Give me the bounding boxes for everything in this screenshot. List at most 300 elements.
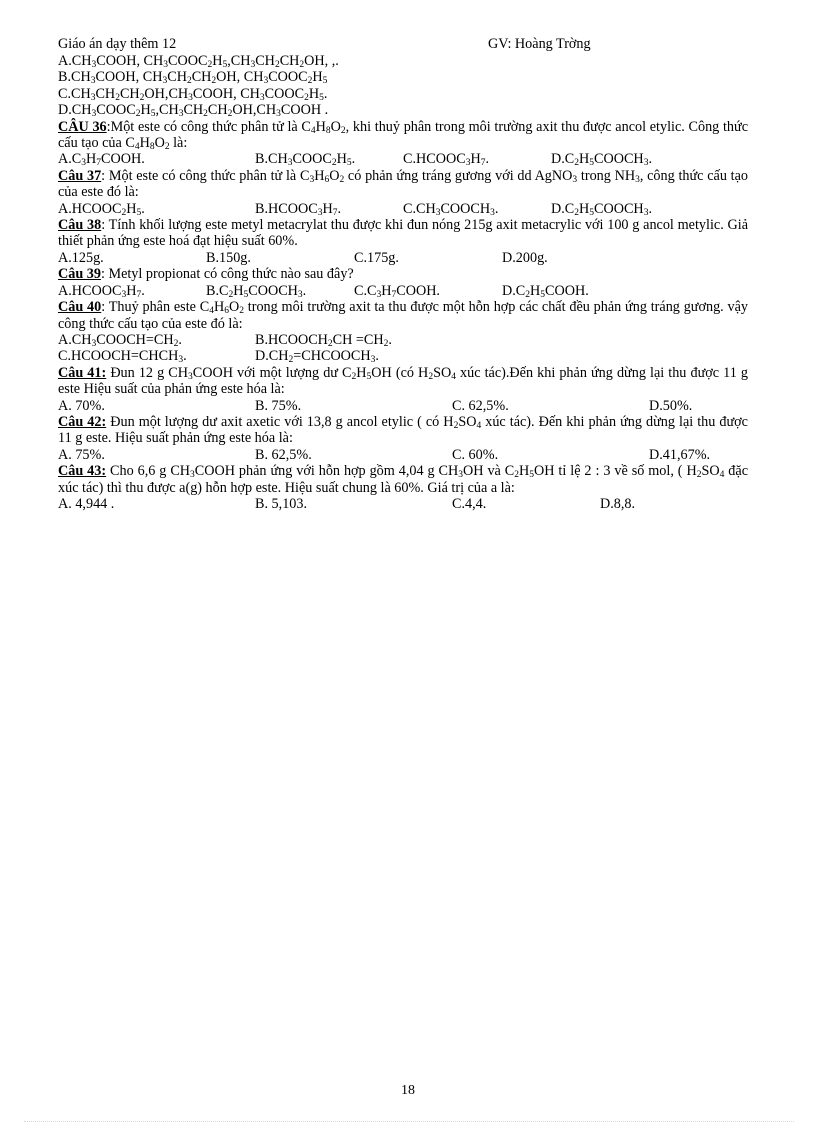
answer-option <box>58 348 255 364</box>
text-segment: H <box>336 151 347 168</box>
subscript: 2 <box>139 92 145 103</box>
text-segment: trong môi trường axit ta thu được một hỗn hợp các chất đều phản ứng tráng gương. vậy công thức cấu tạo của este đó là: <box>58 299 749 332</box>
subscript: 3 <box>162 76 168 87</box>
text-segment: OH, CH <box>216 69 264 86</box>
question-text <box>58 266 748 282</box>
answer-option <box>58 283 206 299</box>
text-segment: O <box>228 299 240 316</box>
text-segment: O <box>330 118 341 135</box>
text-segment: COOC <box>168 53 208 69</box>
answer-options <box>58 151 748 167</box>
subscript: 2 <box>428 371 434 382</box>
subscript: 5 <box>346 158 352 169</box>
text-segment: CH <box>255 53 275 69</box>
question-text <box>58 168 748 201</box>
answer-option <box>255 332 505 348</box>
text-segment: . <box>494 200 499 217</box>
subscript: 2 <box>307 76 313 87</box>
text-segment: . <box>351 151 356 168</box>
text-segment: . <box>648 151 652 168</box>
subscript: 2 <box>299 60 305 70</box>
text-segment: . <box>323 85 328 102</box>
text-segment: D.41,67%. <box>649 446 711 463</box>
subscript: 4 <box>451 371 456 382</box>
subscript: 5 <box>366 371 372 382</box>
subscript: 2 <box>164 142 170 153</box>
question-text <box>58 463 748 496</box>
text-segment: COOH, CH <box>95 69 163 86</box>
text-segment: SO <box>701 463 720 480</box>
question <box>58 365 748 414</box>
text-segment: H <box>308 85 320 102</box>
text-segment: H <box>126 282 137 299</box>
answer-option <box>354 250 502 266</box>
subscript: 2 <box>574 158 580 169</box>
text-segment: . <box>183 348 187 365</box>
text-segment: COOCH <box>440 200 491 217</box>
text-segment: D.200g. <box>502 249 548 266</box>
subscript: 5 <box>589 158 595 169</box>
subscript: 4 <box>476 420 482 431</box>
text-segment: C.4,4. <box>452 495 487 512</box>
answer-option <box>649 447 739 463</box>
subscript: 2 <box>227 109 233 120</box>
text-segment: A.HCOOC <box>58 200 122 217</box>
question-text <box>58 299 748 332</box>
subscript: 2 <box>121 207 127 218</box>
subscript: 3 <box>188 92 193 103</box>
text-segment: CH <box>167 69 187 86</box>
text-segment: . <box>178 331 182 348</box>
question-number: Câu 42: <box>58 413 107 430</box>
previous-question-options <box>58 53 748 119</box>
subscript: 5 <box>222 60 228 70</box>
question-number: Câu 39 <box>58 266 101 283</box>
text-segment: CH <box>119 85 140 102</box>
subscript: 2 <box>339 174 345 185</box>
subscript: 3 <box>317 207 323 218</box>
text-segment: Cho 6,6 g CH <box>106 463 191 480</box>
subscript: 2 <box>173 338 179 349</box>
question-number: Câu 40 <box>58 299 102 316</box>
subscript: 2 <box>186 76 192 87</box>
text-segment: ,CH <box>227 53 251 69</box>
header-left: Giáo án dạy thêm 12 <box>58 36 177 52</box>
answer-option <box>452 447 649 463</box>
answer-option <box>58 398 255 414</box>
answer-option <box>206 283 354 299</box>
text-segment: xúc tác).Đến khi phản ứng dừng lại thu được 11 g este Hiệu suất của phản ứng este hóa là: <box>58 364 748 398</box>
text-segment: , công thức cấu tạo của este đó là: <box>58 167 748 201</box>
subscript: 3 <box>263 76 269 87</box>
question <box>58 299 748 365</box>
text-segment: . <box>485 151 489 168</box>
question-list <box>58 119 748 513</box>
answer-options <box>58 283 748 299</box>
answer-option <box>403 201 551 217</box>
subscript: 2 <box>514 470 519 481</box>
text-segment: B.C <box>206 282 229 299</box>
text-segment: COOH. <box>396 282 440 299</box>
text-segment: B.CH <box>58 69 91 86</box>
subscript: 2 <box>351 371 357 382</box>
option-line <box>58 69 748 85</box>
answer-option <box>255 496 452 512</box>
subscript: 3 <box>465 158 471 169</box>
text-segment: C. 60%. <box>452 446 499 463</box>
text-segment: C.C <box>354 282 377 299</box>
text-segment: C.HCOOC <box>403 151 466 168</box>
text-segment: A. 70%. <box>58 397 105 414</box>
text-segment: H <box>470 151 481 168</box>
subscript: 3 <box>635 174 640 185</box>
subscript: 3 <box>163 60 169 70</box>
text-segment: H <box>126 200 137 217</box>
subscript: 3 <box>259 92 265 103</box>
text-segment: SO <box>433 364 452 381</box>
subscript: 2 <box>574 207 580 218</box>
text-segment: ,CH <box>155 102 179 119</box>
subscript: 2 <box>288 355 294 366</box>
subscript: 7 <box>391 289 397 300</box>
page-header <box>58 36 748 53</box>
subscript: 3 <box>91 60 97 70</box>
subscript: 3 <box>287 158 293 169</box>
text-segment: OH, ,. <box>304 53 339 69</box>
text-segment: H <box>356 364 367 381</box>
subscript: 8 <box>149 142 155 153</box>
text-segment: COOH . <box>280 102 329 119</box>
answer-options <box>58 447 748 463</box>
text-segment: OH và C <box>463 463 515 480</box>
text-segment: H <box>233 282 244 299</box>
text-segment: D.CH <box>58 102 92 119</box>
answer-option <box>58 447 255 463</box>
text-segment: C.CH <box>403 200 436 217</box>
subscript: 3 <box>370 355 376 366</box>
subscript: 5 <box>243 289 249 300</box>
page-bottom-divider <box>24 1121 794 1122</box>
text-segment: : Tính khối lượng este metyl metacrylat thu được khi đun nóng 215g axit metacrylic với 100 g ancol metylic. Giả thiết phản ứng este hoá đạt hiệu suất 60%. <box>58 217 748 250</box>
subscript: 4 <box>134 142 140 153</box>
text-segment: : Metyl propionat có công thức nào sau đây? <box>100 266 354 283</box>
question <box>58 168 748 217</box>
answer-option <box>354 283 502 299</box>
subscript: 3 <box>178 109 184 120</box>
text-segment: Đun một lượng dư axit axetic với 13,8 g ancol etylic ( có H <box>106 413 454 430</box>
answer-option <box>58 151 255 167</box>
subscript: 7 <box>332 207 338 218</box>
text-segment: COOH phản ứng với hỗn hợp gồm 4,04 g CH <box>194 463 459 480</box>
subscript: 3 <box>297 289 303 300</box>
question <box>58 217 748 266</box>
option-line <box>58 53 748 69</box>
answer-option <box>452 496 600 512</box>
text-segment: COOH. <box>101 151 145 168</box>
answer-options <box>58 201 748 217</box>
text-segment: D.C <box>502 282 526 299</box>
text-segment: COOH, CH <box>96 53 164 69</box>
text-segment: . <box>337 200 341 217</box>
text-segment: A.HCOOC <box>58 282 122 299</box>
text-segment: COOCH <box>594 151 644 168</box>
text-segment: . <box>302 282 307 299</box>
text-segment: H <box>213 299 225 316</box>
text-segment: H <box>86 151 97 168</box>
subscript: 3 <box>187 371 193 382</box>
subscript: 3 <box>458 470 464 481</box>
question <box>58 266 748 299</box>
text-segment: , khi thuỷ phân trong môi trường axit thu được ancol etylic. Công thức cấu tạo của C <box>58 118 748 152</box>
subscript: 3 <box>81 158 87 169</box>
subscript: 5 <box>319 92 324 103</box>
subscript: 7 <box>480 158 486 169</box>
question-number: Câu 37 <box>58 167 102 184</box>
question-text <box>58 414 748 447</box>
answer-option <box>502 283 650 299</box>
subscript: 5 <box>529 470 534 481</box>
subscript: 2 <box>211 76 217 87</box>
subscript: 2 <box>327 338 333 349</box>
text-segment: C.HCOOCH=CHCH <box>58 348 179 365</box>
answer-options <box>58 332 748 348</box>
question-text <box>58 365 748 398</box>
subscript: 7 <box>96 158 102 169</box>
subscript: 5 <box>589 207 595 218</box>
text-segment: B.150g. <box>206 249 251 266</box>
subscript: 3 <box>643 207 649 218</box>
subscript: 2 <box>135 109 141 120</box>
text-segment: COOH, CH <box>192 85 260 102</box>
subscript: 3 <box>376 289 382 300</box>
subscript: 6 <box>324 174 330 185</box>
text-segment: D.C <box>551 200 575 217</box>
option-line <box>58 102 748 118</box>
answer-option <box>649 398 739 414</box>
text-segment: CH <box>191 69 212 86</box>
question-number: Câu 41: <box>58 364 107 381</box>
subscript: 8 <box>325 125 331 136</box>
text-segment: . <box>375 348 379 365</box>
text-segment: CH <box>95 85 116 102</box>
text-segment: COOCH <box>248 282 298 299</box>
answer-option <box>452 398 649 414</box>
text-segment: . <box>141 200 145 217</box>
subscript: 3 <box>490 207 495 218</box>
subscript: 4 <box>719 470 725 481</box>
text-segment: B.CH <box>255 151 288 168</box>
subscript: 2 <box>331 158 337 169</box>
answer-options <box>58 398 748 414</box>
subscript: 2 <box>228 289 234 300</box>
subscript: 5 <box>540 289 546 300</box>
answer-option <box>551 201 701 217</box>
text-segment: H <box>315 118 326 135</box>
text-segment: B. 62,5%. <box>255 446 312 463</box>
subscript: 4 <box>209 306 214 317</box>
header-right: GV: Hoàng Trờng <box>488 36 591 52</box>
subscript: 3 <box>91 109 97 120</box>
text-segment: =CHCOOCH <box>293 348 371 365</box>
option-line <box>58 86 748 102</box>
subscript: 4 <box>310 125 316 136</box>
text-segment: COOH. <box>545 282 589 299</box>
text-segment: H <box>519 463 530 480</box>
question <box>58 414 748 463</box>
question-number: Câu 43: <box>58 463 107 480</box>
subscript: 2 <box>383 338 389 349</box>
answer-option <box>206 250 354 266</box>
subscript: 5 <box>136 207 142 218</box>
answer-option <box>58 250 206 266</box>
subscript: 2 <box>696 470 702 481</box>
text-segment: B.HCOOCH <box>255 331 328 348</box>
subscript: 3 <box>572 174 578 185</box>
text-segment: COOC <box>96 102 136 119</box>
text-segment: A.125g. <box>58 249 104 266</box>
text-segment: : Thuỷ phân este C <box>101 299 210 316</box>
answer-option <box>255 201 403 217</box>
text-segment: H <box>530 282 541 299</box>
answer-option <box>551 151 701 167</box>
question <box>58 463 748 512</box>
question-number: CÂU 36 <box>58 118 107 135</box>
subscript: 3 <box>90 76 96 87</box>
text-segment: COOC <box>268 69 308 86</box>
text-segment: OH tỉ lệ 2 : 3 về số mol, ( H <box>534 463 697 480</box>
text-segment: B. 75%. <box>255 397 302 414</box>
text-segment: H <box>322 200 333 217</box>
text-segment: COOC <box>264 85 305 102</box>
answer-option <box>58 332 255 348</box>
subscript: 3 <box>91 338 97 349</box>
question-number: Câu 38 <box>58 217 102 234</box>
text-segment: C. 62,5%. <box>452 397 509 414</box>
answer-option <box>255 447 452 463</box>
subscript: 2 <box>207 60 213 70</box>
answer-option <box>58 201 255 217</box>
subscript: 3 <box>90 92 96 103</box>
question-text <box>58 119 748 152</box>
text-segment: OH,CH <box>232 102 277 119</box>
text-segment: . <box>648 200 652 217</box>
text-segment: D.50%. <box>649 397 693 414</box>
answer-options <box>58 348 748 364</box>
document-page <box>58 36 748 512</box>
subscript: 3 <box>276 109 281 120</box>
subscript: 3 <box>309 174 315 185</box>
text-segment: A.CH <box>58 331 92 348</box>
subscript: 7 <box>136 289 142 300</box>
question <box>58 119 748 168</box>
text-segment: COOCH <box>594 200 644 217</box>
text-segment: C.CH <box>58 85 91 102</box>
text-segment: . <box>141 282 145 299</box>
text-segment: OH (có H <box>371 364 429 381</box>
text-segment: O <box>154 135 165 152</box>
text-segment: A. 75%. <box>58 446 105 463</box>
text-segment: : Một este có công thức phân tử là C <box>101 167 310 184</box>
answer-option <box>255 348 505 364</box>
answer-options <box>58 250 748 266</box>
subscript: 2 <box>115 92 120 103</box>
text-segment: xúc tác). Đến khi phản ứng dừng lại thu được 11 g este. Hiệu suất phản ứng este hóa là: <box>58 413 748 447</box>
text-segment: CH <box>183 102 204 119</box>
text-segment: H <box>139 135 150 152</box>
subscript: 2 <box>525 289 531 300</box>
text-segment: D.8,8. <box>600 495 636 512</box>
text-segment: CH <box>279 53 300 69</box>
subscript: 2 <box>203 109 208 120</box>
subscript: 2 <box>340 125 346 136</box>
text-segment: H <box>579 200 590 217</box>
text-segment: OH,CH <box>144 85 189 102</box>
answer-options <box>58 496 748 512</box>
text-segment: A.C <box>58 151 82 168</box>
text-segment: H <box>312 69 323 86</box>
subscript: 2 <box>304 92 309 103</box>
text-segment: H <box>579 151 590 168</box>
text-segment: COOH với một lượng dư C <box>192 364 352 381</box>
text-segment: H <box>314 167 325 184</box>
subscript: 3 <box>190 470 195 481</box>
text-segment: Đun 12 g CH <box>106 364 188 381</box>
text-segment: đặc xúc tác) thì thu được a(g) hỗn hợp este. Hiệu suất chung là 60%. Giá trị của a là: <box>58 463 748 496</box>
text-segment: có phản ứng tráng gương với dd AgNO <box>344 167 573 184</box>
text-segment: :Một este có công thức phân tử là C <box>106 118 311 135</box>
subscript: 5 <box>150 109 156 120</box>
page-number: 18 <box>401 1083 415 1098</box>
subscript: 3 <box>643 158 649 169</box>
text-segment: H <box>140 102 151 119</box>
text-segment: A. 4,944 . <box>58 495 115 512</box>
text-segment: là: <box>169 135 188 152</box>
subscript: 2 <box>453 420 459 431</box>
text-segment: O <box>329 167 340 184</box>
text-segment: B.HCOOC <box>255 200 318 217</box>
answer-option <box>600 496 690 512</box>
text-segment: A.CH <box>58 53 92 69</box>
subscript: 3 <box>178 355 184 366</box>
text-segment: D.C <box>551 151 575 168</box>
text-segment: H <box>381 282 392 299</box>
subscript: 3 <box>250 60 256 70</box>
answer-option <box>403 151 551 167</box>
subscript: 3 <box>435 207 441 218</box>
subscript: 2 <box>274 60 280 70</box>
answer-option <box>58 496 255 512</box>
text-segment: H <box>212 53 223 69</box>
text-segment: CH <box>207 102 228 119</box>
text-segment: COOCH=CH <box>96 331 174 348</box>
text-segment: C.175g. <box>354 249 399 266</box>
text-segment: . <box>388 331 392 348</box>
text-segment: CH =CH <box>332 331 384 348</box>
answer-option <box>255 398 452 414</box>
answer-option <box>255 151 403 167</box>
subscript: 6 <box>224 306 229 317</box>
text-segment: D.CH <box>255 348 289 365</box>
subscript: 5 <box>322 76 328 87</box>
text-segment: SO <box>458 413 477 430</box>
subscript: 2 <box>239 306 244 317</box>
question-text <box>58 217 748 250</box>
text-segment: B. 5,103. <box>255 495 308 512</box>
answer-option <box>502 250 650 266</box>
text-segment: trong NH <box>577 167 636 184</box>
text-segment: COOC <box>292 151 332 168</box>
subscript: 3 <box>121 289 127 300</box>
